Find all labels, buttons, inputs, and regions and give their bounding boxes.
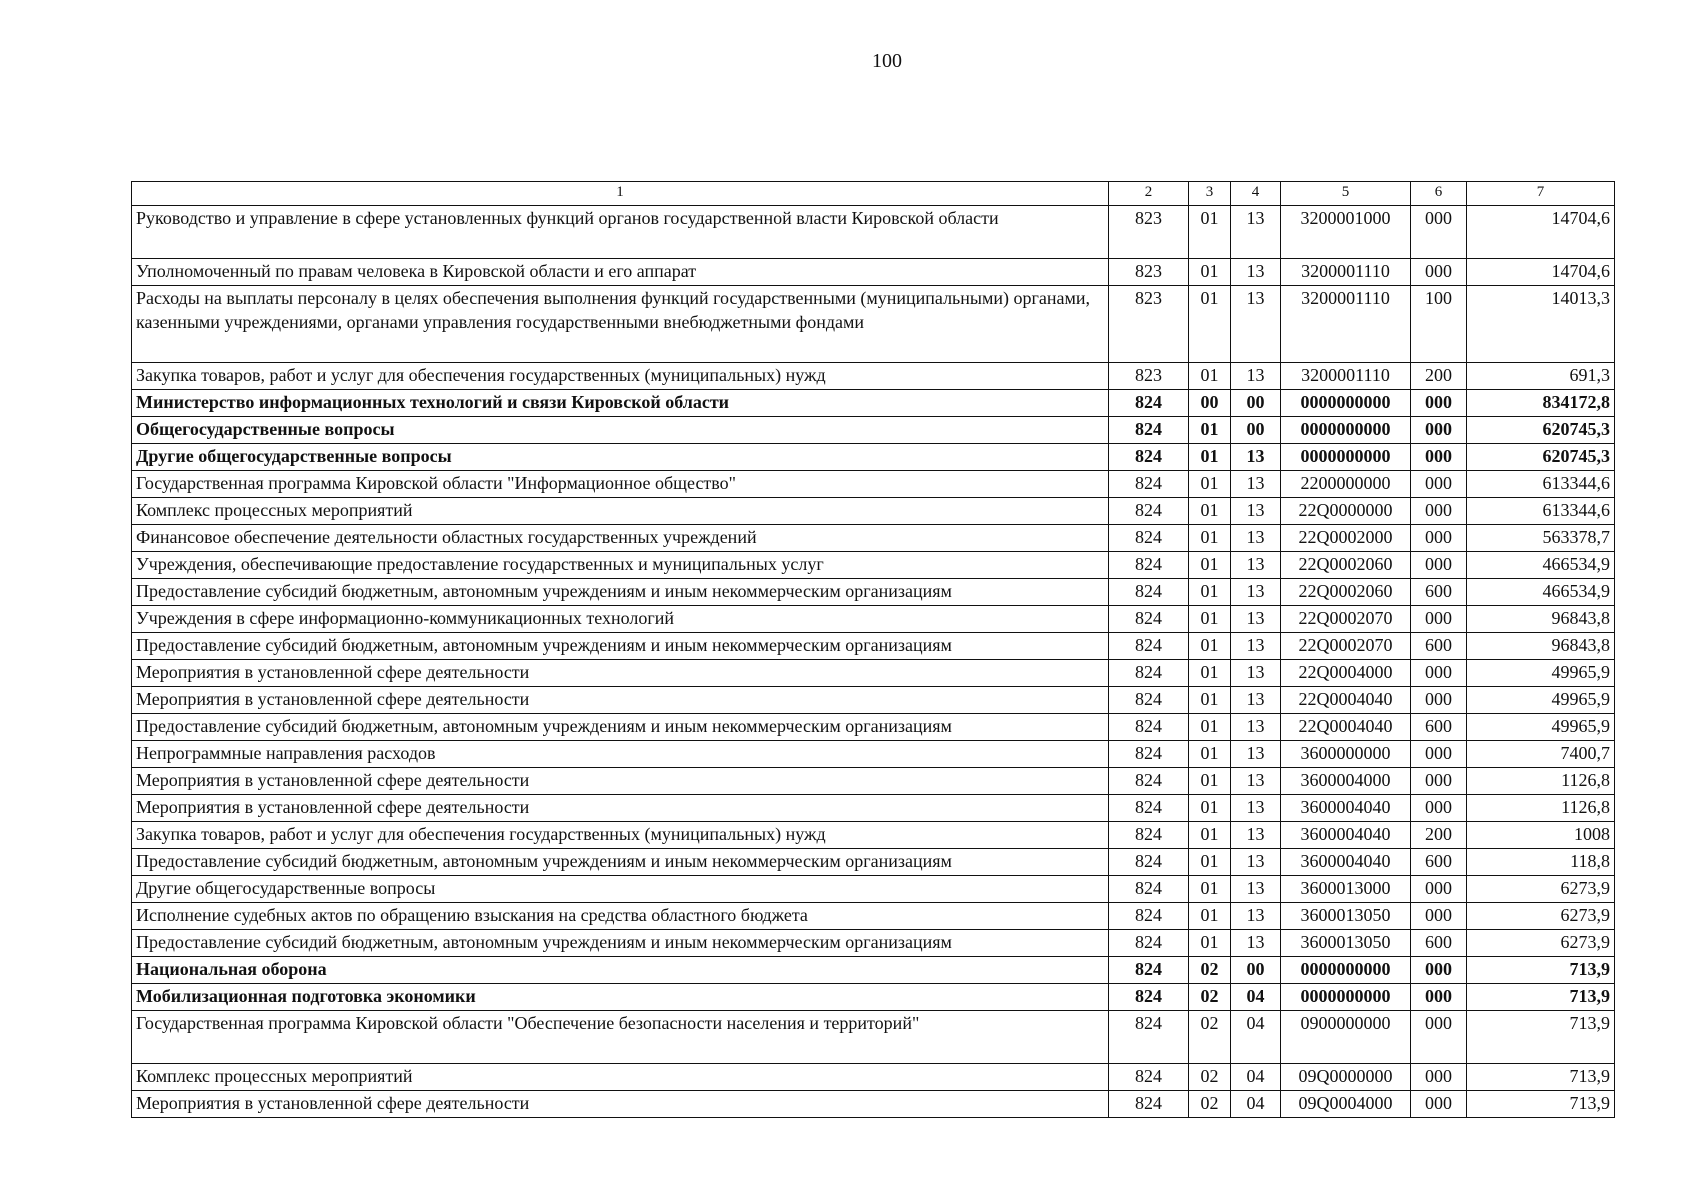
row-name-cell: Учреждения в сфере информационно-коммуникационных технологий [132, 606, 1109, 633]
subsection-cell: 13 [1231, 579, 1281, 606]
ministry-code-cell: 824 [1109, 849, 1189, 876]
ministry-code-cell: 824 [1109, 714, 1189, 741]
row-name-cell: Мобилизационная подготовка экономики [132, 984, 1109, 1011]
ministry-code-cell: 824 [1109, 1064, 1189, 1091]
row-name-cell: Предоставление субсидий бюджетным, автономным учреждениям и иным некоммерческим организациям [132, 579, 1109, 606]
expense-type-cell: 000 [1411, 957, 1467, 984]
table-row [132, 768, 1615, 795]
target-article-cell: 3600013050 [1281, 930, 1411, 957]
ministry-code-cell: 824 [1109, 687, 1189, 714]
expense-type-cell: 100 [1411, 286, 1467, 363]
section-cell: 01 [1189, 876, 1231, 903]
section-cell: 01 [1189, 525, 1231, 552]
expense-type-cell: 000 [1411, 660, 1467, 687]
amount-cell: 466534,9 [1467, 552, 1615, 579]
expense-type-cell: 600 [1411, 714, 1467, 741]
table-row [132, 930, 1615, 957]
column-header: 6 [1411, 182, 1467, 206]
target-article-cell: 22Q0002070 [1281, 633, 1411, 660]
target-article-cell: 3600004000 [1281, 768, 1411, 795]
budget-table [131, 181, 1615, 1118]
ministry-code-cell: 824 [1109, 444, 1189, 471]
section-cell: 01 [1189, 552, 1231, 579]
target-article-cell: 3600013000 [1281, 876, 1411, 903]
ministry-code-cell: 824 [1109, 660, 1189, 687]
section-cell: 01 [1189, 206, 1231, 259]
subsection-cell: 13 [1231, 286, 1281, 363]
ministry-code-cell: 824 [1109, 984, 1189, 1011]
row-name-cell: Общегосударственные вопросы [132, 417, 1109, 444]
subsection-cell: 13 [1231, 876, 1281, 903]
subsection-cell: 13 [1231, 714, 1281, 741]
column-header: 2 [1109, 182, 1189, 206]
target-article-cell: 22Q0004000 [1281, 660, 1411, 687]
table-row [132, 984, 1615, 1011]
expense-type-cell: 000 [1411, 471, 1467, 498]
table-row [132, 498, 1615, 525]
section-cell: 01 [1189, 579, 1231, 606]
subsection-cell: 13 [1231, 444, 1281, 471]
table-row [132, 822, 1615, 849]
table-row [132, 1064, 1615, 1091]
row-name-cell: Мероприятия в установленной сфере деятельности [132, 660, 1109, 687]
page-number: 100 [872, 50, 902, 72]
subsection-cell: 13 [1231, 741, 1281, 768]
ministry-code-cell: 824 [1109, 579, 1189, 606]
expense-type-cell: 000 [1411, 498, 1467, 525]
target-article-cell: 22Q0002060 [1281, 579, 1411, 606]
table-row [132, 444, 1615, 471]
amount-cell: 49965,9 [1467, 714, 1615, 741]
subsection-cell: 13 [1231, 471, 1281, 498]
ministry-code-cell: 824 [1109, 957, 1189, 984]
amount-cell: 49965,9 [1467, 660, 1615, 687]
target-article-cell: 22Q0000000 [1281, 498, 1411, 525]
ministry-code-cell: 824 [1109, 1091, 1189, 1118]
subsection-cell: 13 [1231, 363, 1281, 390]
subsection-cell: 04 [1231, 1064, 1281, 1091]
row-name-cell: Учреждения, обеспечивающие предоставление государственных и муниципальных услуг [132, 552, 1109, 579]
section-cell: 01 [1189, 363, 1231, 390]
subsection-cell: 13 [1231, 687, 1281, 714]
section-cell: 01 [1189, 498, 1231, 525]
row-name-cell: Предоставление субсидий бюджетным, автономным учреждениям и иным некоммерческим организациям [132, 849, 1109, 876]
section-cell: 01 [1189, 795, 1231, 822]
target-article-cell: 3600004040 [1281, 795, 1411, 822]
section-cell: 01 [1189, 903, 1231, 930]
amount-cell: 713,9 [1467, 984, 1615, 1011]
subsection-cell: 13 [1231, 259, 1281, 286]
expense-type-cell: 000 [1411, 525, 1467, 552]
table-row [132, 390, 1615, 417]
column-header: 5 [1281, 182, 1411, 206]
subsection-cell: 13 [1231, 768, 1281, 795]
ministry-code-cell: 824 [1109, 768, 1189, 795]
section-cell: 01 [1189, 822, 1231, 849]
target-article-cell: 3200001110 [1281, 363, 1411, 390]
expense-type-cell: 000 [1411, 768, 1467, 795]
amount-cell: 713,9 [1467, 1091, 1615, 1118]
subsection-cell: 13 [1231, 930, 1281, 957]
section-cell: 01 [1189, 417, 1231, 444]
ministry-code-cell: 824 [1109, 1011, 1189, 1064]
expense-type-cell: 000 [1411, 741, 1467, 768]
expense-type-cell: 000 [1411, 795, 1467, 822]
ministry-code-cell: 824 [1109, 741, 1189, 768]
ministry-code-cell: 824 [1109, 471, 1189, 498]
table-row [132, 417, 1615, 444]
row-name-cell: Мероприятия в установленной сфере деятельности [132, 1091, 1109, 1118]
ministry-code-cell: 823 [1109, 286, 1189, 363]
amount-cell: 563378,7 [1467, 525, 1615, 552]
expense-type-cell: 600 [1411, 633, 1467, 660]
subsection-cell: 13 [1231, 525, 1281, 552]
row-name-cell: Национальная оборона [132, 957, 1109, 984]
ministry-code-cell: 824 [1109, 633, 1189, 660]
section-cell: 02 [1189, 1091, 1231, 1118]
amount-cell: 613344,6 [1467, 498, 1615, 525]
target-article-cell: 22Q0004040 [1281, 687, 1411, 714]
table-row [132, 714, 1615, 741]
expense-type-cell: 000 [1411, 206, 1467, 259]
amount-cell: 14704,6 [1467, 259, 1615, 286]
section-cell: 00 [1189, 390, 1231, 417]
amount-cell: 620745,3 [1467, 444, 1615, 471]
table-row [132, 660, 1615, 687]
subsection-cell: 00 [1231, 957, 1281, 984]
row-name-cell: Непрограммные направления расходов [132, 741, 1109, 768]
target-article-cell: 22Q0002070 [1281, 606, 1411, 633]
ministry-code-cell: 824 [1109, 876, 1189, 903]
row-name-cell: Мероприятия в установленной сфере деятельности [132, 687, 1109, 714]
target-article-cell: 0000000000 [1281, 984, 1411, 1011]
subsection-cell: 13 [1231, 660, 1281, 687]
target-article-cell: 0000000000 [1281, 957, 1411, 984]
subsection-cell: 00 [1231, 417, 1281, 444]
ministry-code-cell: 824 [1109, 822, 1189, 849]
row-name-cell: Исполнение судебных актов по обращению взыскания на средства областного бюджета [132, 903, 1109, 930]
table-row [132, 579, 1615, 606]
table-row [132, 795, 1615, 822]
amount-cell: 6273,9 [1467, 903, 1615, 930]
target-article-cell: 22Q0004040 [1281, 714, 1411, 741]
row-name-cell: Финансовое обеспечение деятельности областных государственных учреждений [132, 525, 1109, 552]
target-article-cell: 2200000000 [1281, 471, 1411, 498]
subsection-cell: 13 [1231, 633, 1281, 660]
ministry-code-cell: 823 [1109, 363, 1189, 390]
row-name-cell: Другие общегосударственные вопросы [132, 444, 1109, 471]
table-row [132, 1011, 1615, 1064]
target-article-cell: 3600013050 [1281, 903, 1411, 930]
ministry-code-cell: 824 [1109, 795, 1189, 822]
section-cell: 01 [1189, 741, 1231, 768]
expense-type-cell: 000 [1411, 1091, 1467, 1118]
section-cell: 01 [1189, 259, 1231, 286]
section-cell: 01 [1189, 471, 1231, 498]
table-row [132, 687, 1615, 714]
expense-type-cell: 000 [1411, 1011, 1467, 1064]
amount-cell: 620745,3 [1467, 417, 1615, 444]
section-cell: 01 [1189, 633, 1231, 660]
target-article-cell: 3600000000 [1281, 741, 1411, 768]
ministry-code-cell: 824 [1109, 417, 1189, 444]
section-cell: 01 [1189, 286, 1231, 363]
row-name-cell: Предоставление субсидий бюджетным, автономным учреждениям и иным некоммерческим организациям [132, 714, 1109, 741]
amount-cell: 96843,8 [1467, 606, 1615, 633]
header-row [132, 182, 1615, 206]
ministry-code-cell: 824 [1109, 498, 1189, 525]
amount-cell: 6273,9 [1467, 876, 1615, 903]
amount-cell: 96843,8 [1467, 633, 1615, 660]
amount-cell: 713,9 [1467, 1011, 1615, 1064]
table-row [132, 525, 1615, 552]
ministry-code-cell: 824 [1109, 552, 1189, 579]
section-cell: 02 [1189, 1064, 1231, 1091]
row-name-cell: Предоставление субсидий бюджетным, автономным учреждениям и иным некоммерческим организациям [132, 633, 1109, 660]
column-header: 3 [1189, 182, 1231, 206]
section-cell: 02 [1189, 1011, 1231, 1064]
ministry-code-cell: 824 [1109, 606, 1189, 633]
amount-cell: 1126,8 [1467, 768, 1615, 795]
expense-type-cell: 000 [1411, 444, 1467, 471]
table-row [132, 633, 1615, 660]
table-row [132, 286, 1615, 363]
target-article-cell: 09Q0000000 [1281, 1064, 1411, 1091]
table-row [132, 876, 1615, 903]
ministry-code-cell: 823 [1109, 206, 1189, 259]
section-cell: 01 [1189, 930, 1231, 957]
subsection-cell: 13 [1231, 822, 1281, 849]
row-name-cell: Другие общегосударственные вопросы [132, 876, 1109, 903]
table-row [132, 259, 1615, 286]
expense-type-cell: 000 [1411, 903, 1467, 930]
amount-cell: 1008 [1467, 822, 1615, 849]
row-name-cell: Предоставление субсидий бюджетным, автономным учреждениям и иным некоммерческим организациям [132, 930, 1109, 957]
target-article-cell: 22Q0002060 [1281, 552, 1411, 579]
row-name-cell: Уполномоченный по правам человека в Кировской области и его аппарат [132, 259, 1109, 286]
expense-type-cell: 000 [1411, 984, 1467, 1011]
expense-type-cell: 600 [1411, 930, 1467, 957]
row-name-cell: Мероприятия в установленной сфере деятельности [132, 795, 1109, 822]
section-cell: 01 [1189, 606, 1231, 633]
table-row [132, 741, 1615, 768]
target-article-cell: 3200001110 [1281, 259, 1411, 286]
amount-cell: 118,8 [1467, 849, 1615, 876]
amount-cell: 1126,8 [1467, 795, 1615, 822]
amount-cell: 613344,6 [1467, 471, 1615, 498]
section-cell: 01 [1189, 768, 1231, 795]
row-name-cell: Министерство информационных технологий и связи Кировской области [132, 390, 1109, 417]
target-article-cell: 0000000000 [1281, 417, 1411, 444]
amount-cell: 49965,9 [1467, 687, 1615, 714]
subsection-cell: 13 [1231, 849, 1281, 876]
expense-type-cell: 000 [1411, 259, 1467, 286]
target-article-cell: 0900000000 [1281, 1011, 1411, 1064]
target-article-cell: 3600004040 [1281, 849, 1411, 876]
table-row [132, 957, 1615, 984]
section-cell: 02 [1189, 957, 1231, 984]
table-row [132, 206, 1615, 259]
target-article-cell: 0000000000 [1281, 444, 1411, 471]
ministry-code-cell: 823 [1109, 259, 1189, 286]
subsection-cell: 13 [1231, 606, 1281, 633]
table-body [132, 206, 1615, 1118]
expense-type-cell: 000 [1411, 417, 1467, 444]
table-row [132, 363, 1615, 390]
section-cell: 01 [1189, 687, 1231, 714]
row-name-cell: Государственная программа Кировской области "Информационное общество" [132, 471, 1109, 498]
subsection-cell: 04 [1231, 984, 1281, 1011]
section-cell: 01 [1189, 660, 1231, 687]
section-cell: 01 [1189, 714, 1231, 741]
table-row [132, 849, 1615, 876]
row-name-cell: Расходы на выплаты персоналу в целях обеспечения выполнения функций государственными (муниципальными) органами, казенными учреждениями, органами управления государственными внебюджетными фондами [132, 286, 1109, 363]
column-header: 7 [1467, 182, 1615, 206]
table-row [132, 903, 1615, 930]
table-row [132, 471, 1615, 498]
subsection-cell: 13 [1231, 795, 1281, 822]
target-article-cell: 3200001000 [1281, 206, 1411, 259]
subsection-cell: 00 [1231, 390, 1281, 417]
row-name-cell: Комплекс процессных мероприятий [132, 498, 1109, 525]
section-cell: 02 [1189, 984, 1231, 1011]
expense-type-cell: 000 [1411, 552, 1467, 579]
amount-cell: 14704,6 [1467, 206, 1615, 259]
column-header: 4 [1231, 182, 1281, 206]
table-row [132, 606, 1615, 633]
section-cell: 01 [1189, 849, 1231, 876]
amount-cell: 713,9 [1467, 1064, 1615, 1091]
expense-type-cell: 200 [1411, 363, 1467, 390]
target-article-cell: 3600004040 [1281, 822, 1411, 849]
row-name-cell: Руководство и управление в сфере установленных функций органов государственной власти Кировской области [132, 206, 1109, 259]
amount-cell: 834172,8 [1467, 390, 1615, 417]
table-row [132, 552, 1615, 579]
table-row [132, 1091, 1615, 1118]
ministry-code-cell: 824 [1109, 903, 1189, 930]
ministry-code-cell: 824 [1109, 525, 1189, 552]
subsection-cell: 13 [1231, 903, 1281, 930]
amount-cell: 713,9 [1467, 957, 1615, 984]
row-name-cell: Комплекс процессных мероприятий [132, 1064, 1109, 1091]
target-article-cell: 3200001110 [1281, 286, 1411, 363]
expense-type-cell: 000 [1411, 876, 1467, 903]
amount-cell: 6273,9 [1467, 930, 1615, 957]
row-name-cell: Закупка товаров, работ и услуг для обеспечения государственных (муниципальных) нужд [132, 822, 1109, 849]
subsection-cell: 13 [1231, 206, 1281, 259]
row-name-cell: Закупка товаров, работ и услуг для обеспечения государственных (муниципальных) нужд [132, 363, 1109, 390]
row-name-cell: Государственная программа Кировской области "Обеспечение безопасности населения и территорий" [132, 1011, 1109, 1064]
section-cell: 01 [1189, 444, 1231, 471]
ministry-code-cell: 824 [1109, 390, 1189, 417]
expense-type-cell: 000 [1411, 687, 1467, 714]
row-name-cell: Мероприятия в установленной сфере деятельности [132, 768, 1109, 795]
subsection-cell: 13 [1231, 498, 1281, 525]
amount-cell: 14013,3 [1467, 286, 1615, 363]
subsection-cell: 04 [1231, 1091, 1281, 1118]
amount-cell: 7400,7 [1467, 741, 1615, 768]
subsection-cell: 13 [1231, 552, 1281, 579]
expense-type-cell: 200 [1411, 822, 1467, 849]
amount-cell: 691,3 [1467, 363, 1615, 390]
target-article-cell: 09Q0004000 [1281, 1091, 1411, 1118]
target-article-cell: 0000000000 [1281, 390, 1411, 417]
expense-type-cell: 000 [1411, 390, 1467, 417]
target-article-cell: 22Q0002000 [1281, 525, 1411, 552]
expense-type-cell: 000 [1411, 606, 1467, 633]
expense-type-cell: 600 [1411, 579, 1467, 606]
ministry-code-cell: 824 [1109, 930, 1189, 957]
expense-type-cell: 600 [1411, 849, 1467, 876]
amount-cell: 466534,9 [1467, 579, 1615, 606]
subsection-cell: 04 [1231, 1011, 1281, 1064]
expense-type-cell: 000 [1411, 1064, 1467, 1091]
column-header: 1 [132, 182, 1109, 206]
